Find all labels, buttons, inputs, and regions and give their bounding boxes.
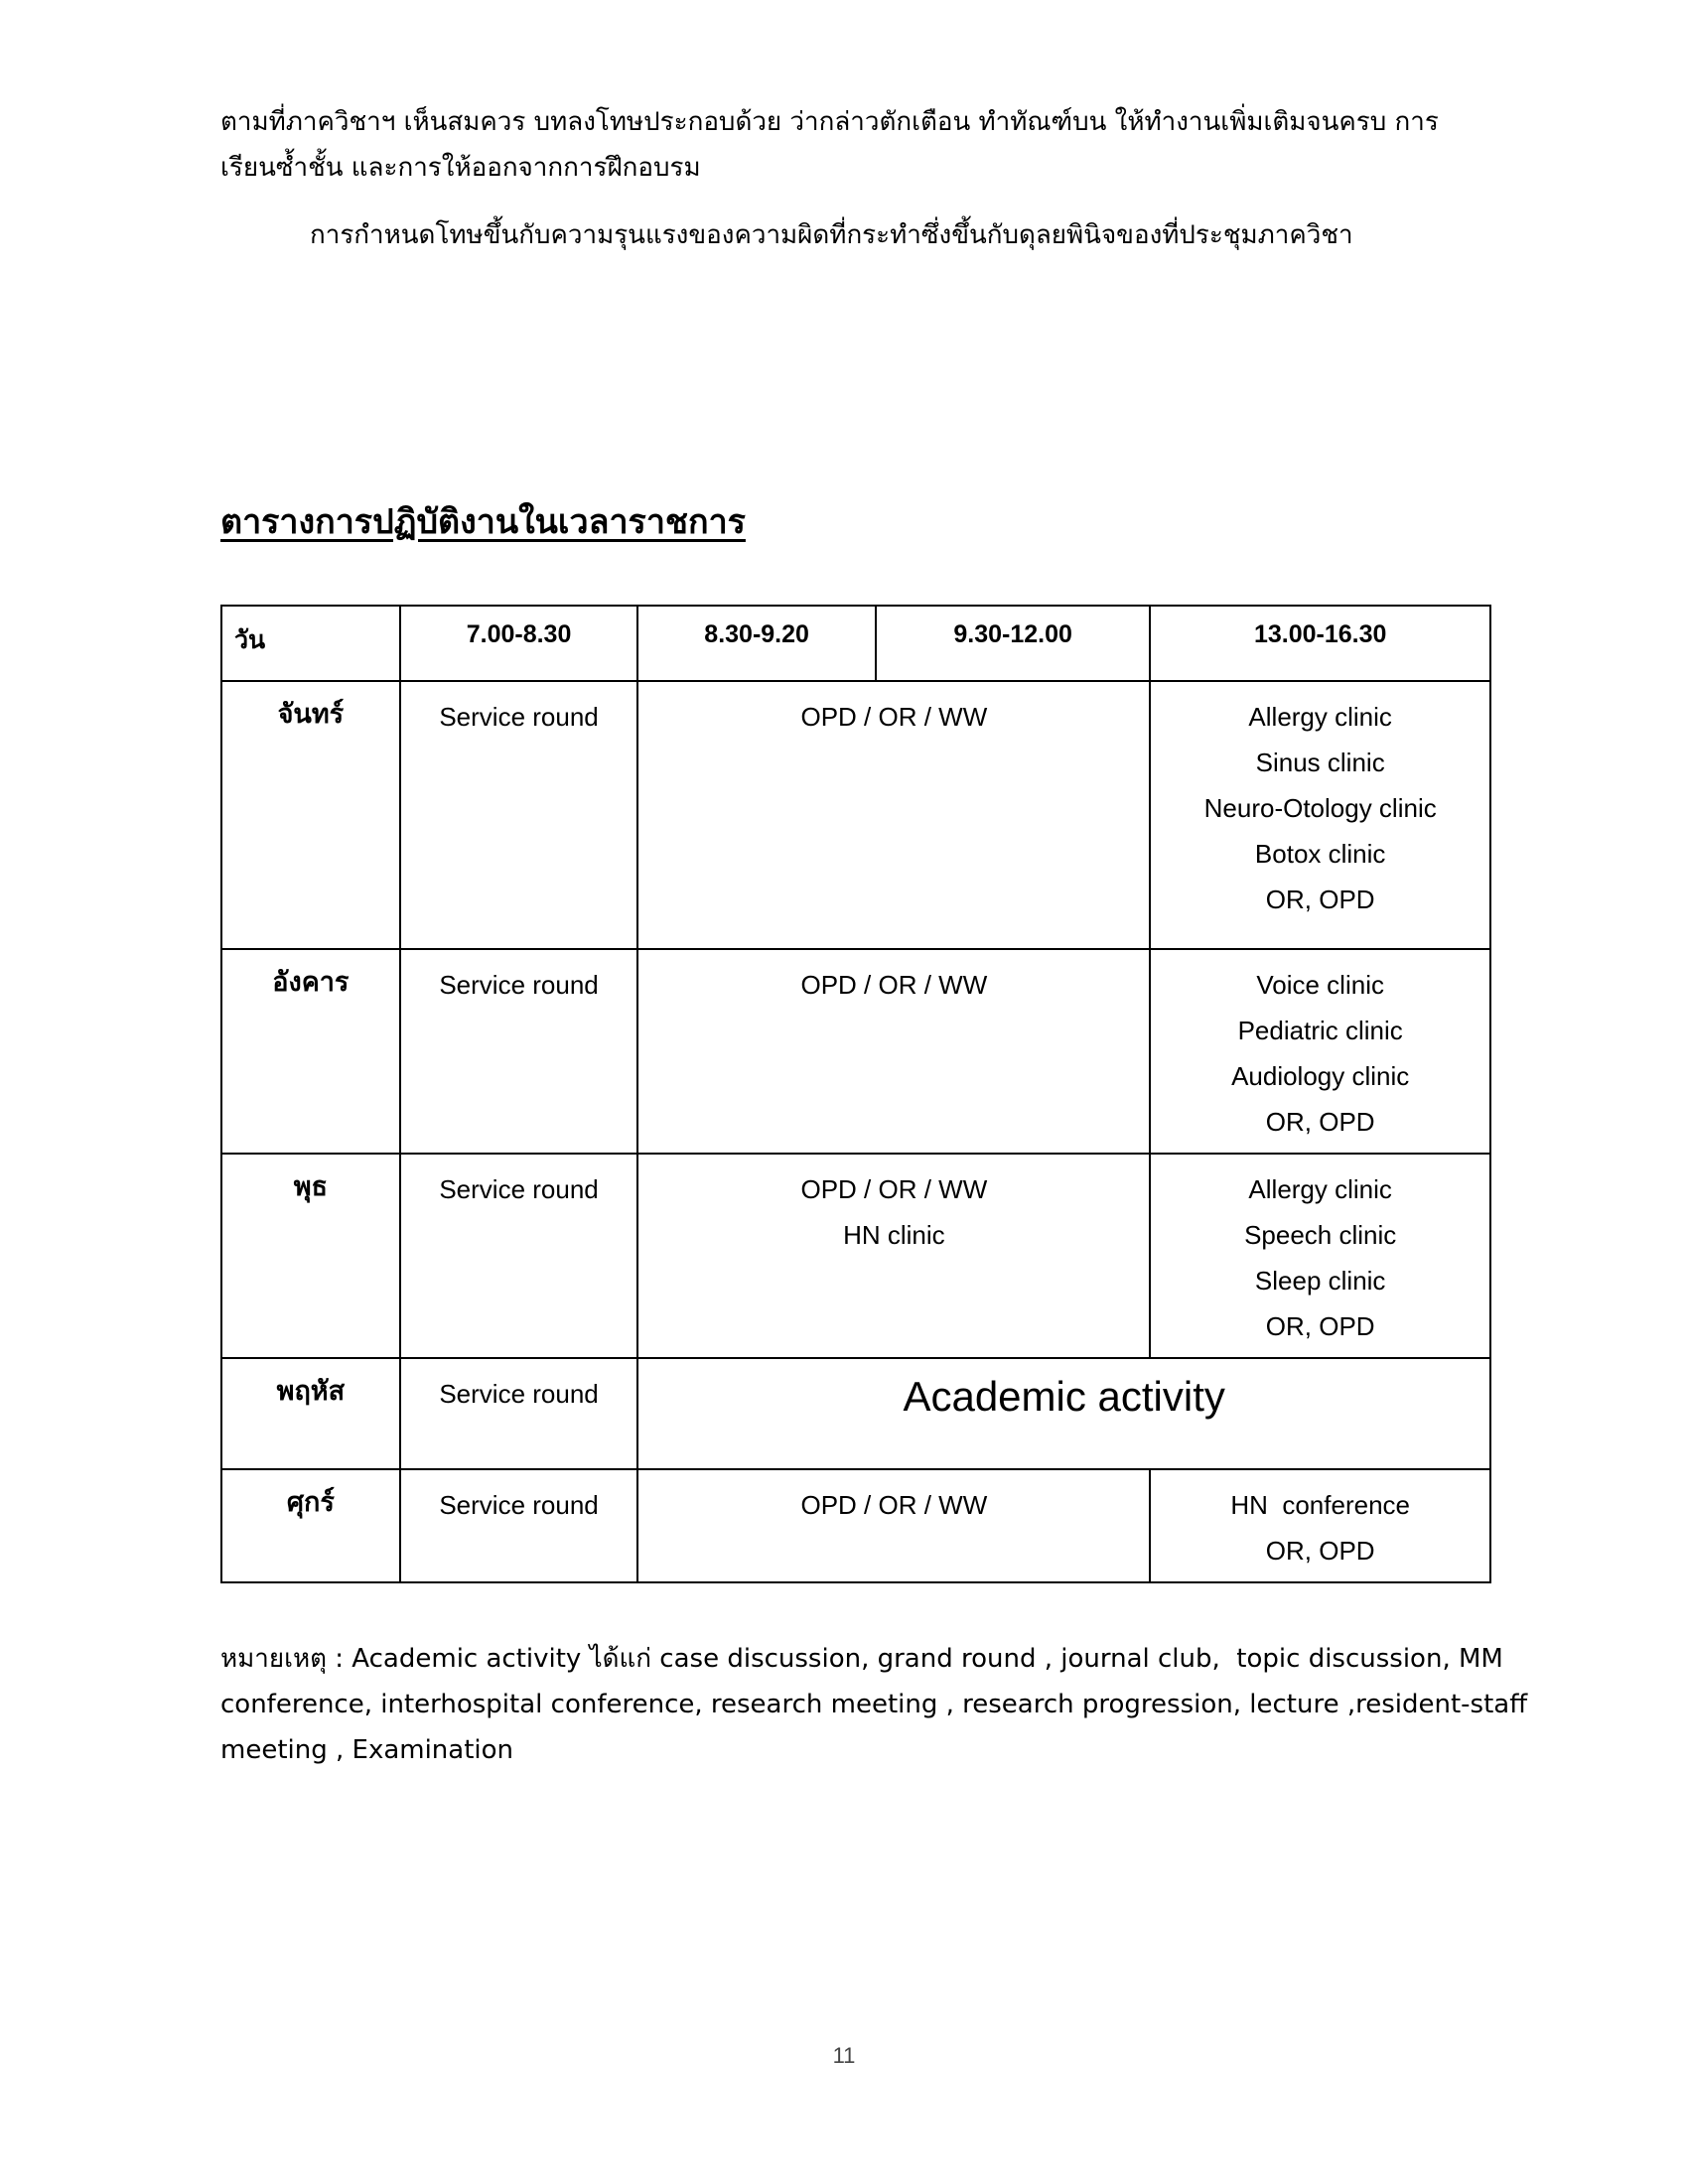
cell-line: OPD / OR / WW bbox=[800, 702, 988, 732]
afternoon-cell bbox=[1150, 949, 1490, 1154]
day-cell: พฤหัส bbox=[221, 1358, 400, 1469]
morning-cell bbox=[637, 1469, 1150, 1582]
header-time-slot: 13.00-16.30 bbox=[1150, 606, 1490, 681]
cell-line: OR, OPD bbox=[1265, 1536, 1375, 1566]
table-row bbox=[221, 681, 1490, 949]
cell-line: Voice clinic bbox=[1256, 970, 1384, 1000]
footnote-line: conference, interhospital conference, research meeting , research progression, lecture ,resident-staff bbox=[220, 1690, 1528, 1719]
footnote-line: หมายเหตุ : Academic activity ได้แก่ case discussion, grand round , journal club, topic discussion, MM bbox=[220, 1644, 1503, 1674]
paragraph-line-indented: การกำหนดโทษขึ้นกับความรุนแรงของความผิดที่กระทำซึ่งขึ้นกับดุลยพินิจของที่ประชุมภาควิชา bbox=[310, 220, 1353, 250]
cell-line: HN conference bbox=[1230, 1490, 1410, 1520]
cell-line: Sleep clinic bbox=[1254, 1266, 1386, 1296]
section-heading: ตารางการปฏิบัติงานในเวลาราชการ bbox=[220, 502, 746, 542]
cell-line: Speech clinic bbox=[1244, 1220, 1397, 1250]
early-cell: Service round bbox=[400, 949, 638, 1154]
page-number: 11 bbox=[832, 2043, 856, 2068]
afternoon-cell bbox=[1150, 1154, 1490, 1358]
cell-line: Allergy clinic bbox=[1248, 1174, 1392, 1204]
cell-line: OR, OPD bbox=[1265, 1311, 1375, 1341]
afternoon-cell bbox=[1150, 1469, 1490, 1582]
cell-line: Audiology clinic bbox=[1231, 1061, 1410, 1091]
header-time-slot: 7.00-8.30 bbox=[400, 606, 638, 681]
day-cell: ศุกร์ bbox=[221, 1469, 400, 1582]
early-cell: Service round bbox=[400, 681, 638, 949]
table-row bbox=[221, 1358, 1490, 1469]
table-row bbox=[221, 1154, 1490, 1358]
cell-line: Pediatric clinic bbox=[1237, 1016, 1403, 1045]
cell-line: OPD / OR / WW bbox=[800, 1174, 988, 1204]
cell-line: HN clinic bbox=[843, 1220, 945, 1250]
day-cell: พุธ bbox=[221, 1154, 400, 1358]
early-cell: Service round bbox=[400, 1469, 638, 1582]
schedule-table bbox=[220, 605, 1491, 1583]
cell-line: Allergy clinic bbox=[1248, 702, 1392, 732]
morning-cell bbox=[637, 681, 1150, 949]
morning-cell bbox=[637, 949, 1150, 1154]
early-cell: Service round bbox=[400, 1358, 638, 1469]
cell-line: OPD / OR / WW bbox=[800, 970, 988, 1000]
paragraph-line: เรียนซ้ำชั้น และการให้ออกจากการฝึกอบรม bbox=[220, 153, 701, 183]
header-day: วัน bbox=[221, 606, 400, 681]
early-cell: Service round bbox=[400, 1154, 638, 1358]
footnote-line: meeting , Examination bbox=[220, 1735, 514, 1765]
table-row bbox=[221, 949, 1490, 1154]
cell-line: Sinus clinic bbox=[1255, 748, 1385, 777]
header-time-slot: 8.30-9.20 bbox=[637, 606, 876, 681]
cell-line: Neuro-Otology clinic bbox=[1203, 793, 1437, 823]
afternoon-cell bbox=[1150, 681, 1490, 949]
footnote bbox=[220, 1636, 1528, 1773]
cell-line: Botox clinic bbox=[1254, 839, 1386, 869]
paragraph-line: ตามที่ภาควิชาฯ เห็นสมควร บทลงโทษประกอบด้วย ว่ากล่าวตักเตือน ทำทัณฑ์บน ให้ทำงานเพิ่มเติมจนครบ การ bbox=[220, 107, 1439, 137]
header-time-slot: 9.30-12.00 bbox=[876, 606, 1150, 681]
table-header-row bbox=[221, 606, 1490, 681]
cell-line: OPD / OR / WW bbox=[800, 1490, 988, 1520]
cell-line: OR, OPD bbox=[1265, 885, 1375, 914]
morning-cell bbox=[637, 1154, 1150, 1358]
academic-activity-cell: Academic activity bbox=[637, 1358, 1490, 1469]
table-row bbox=[221, 1469, 1490, 1582]
day-cell: จันทร์ bbox=[221, 681, 400, 949]
day-cell: อังคาร bbox=[221, 949, 400, 1154]
cell-line: OR, OPD bbox=[1265, 1107, 1375, 1137]
